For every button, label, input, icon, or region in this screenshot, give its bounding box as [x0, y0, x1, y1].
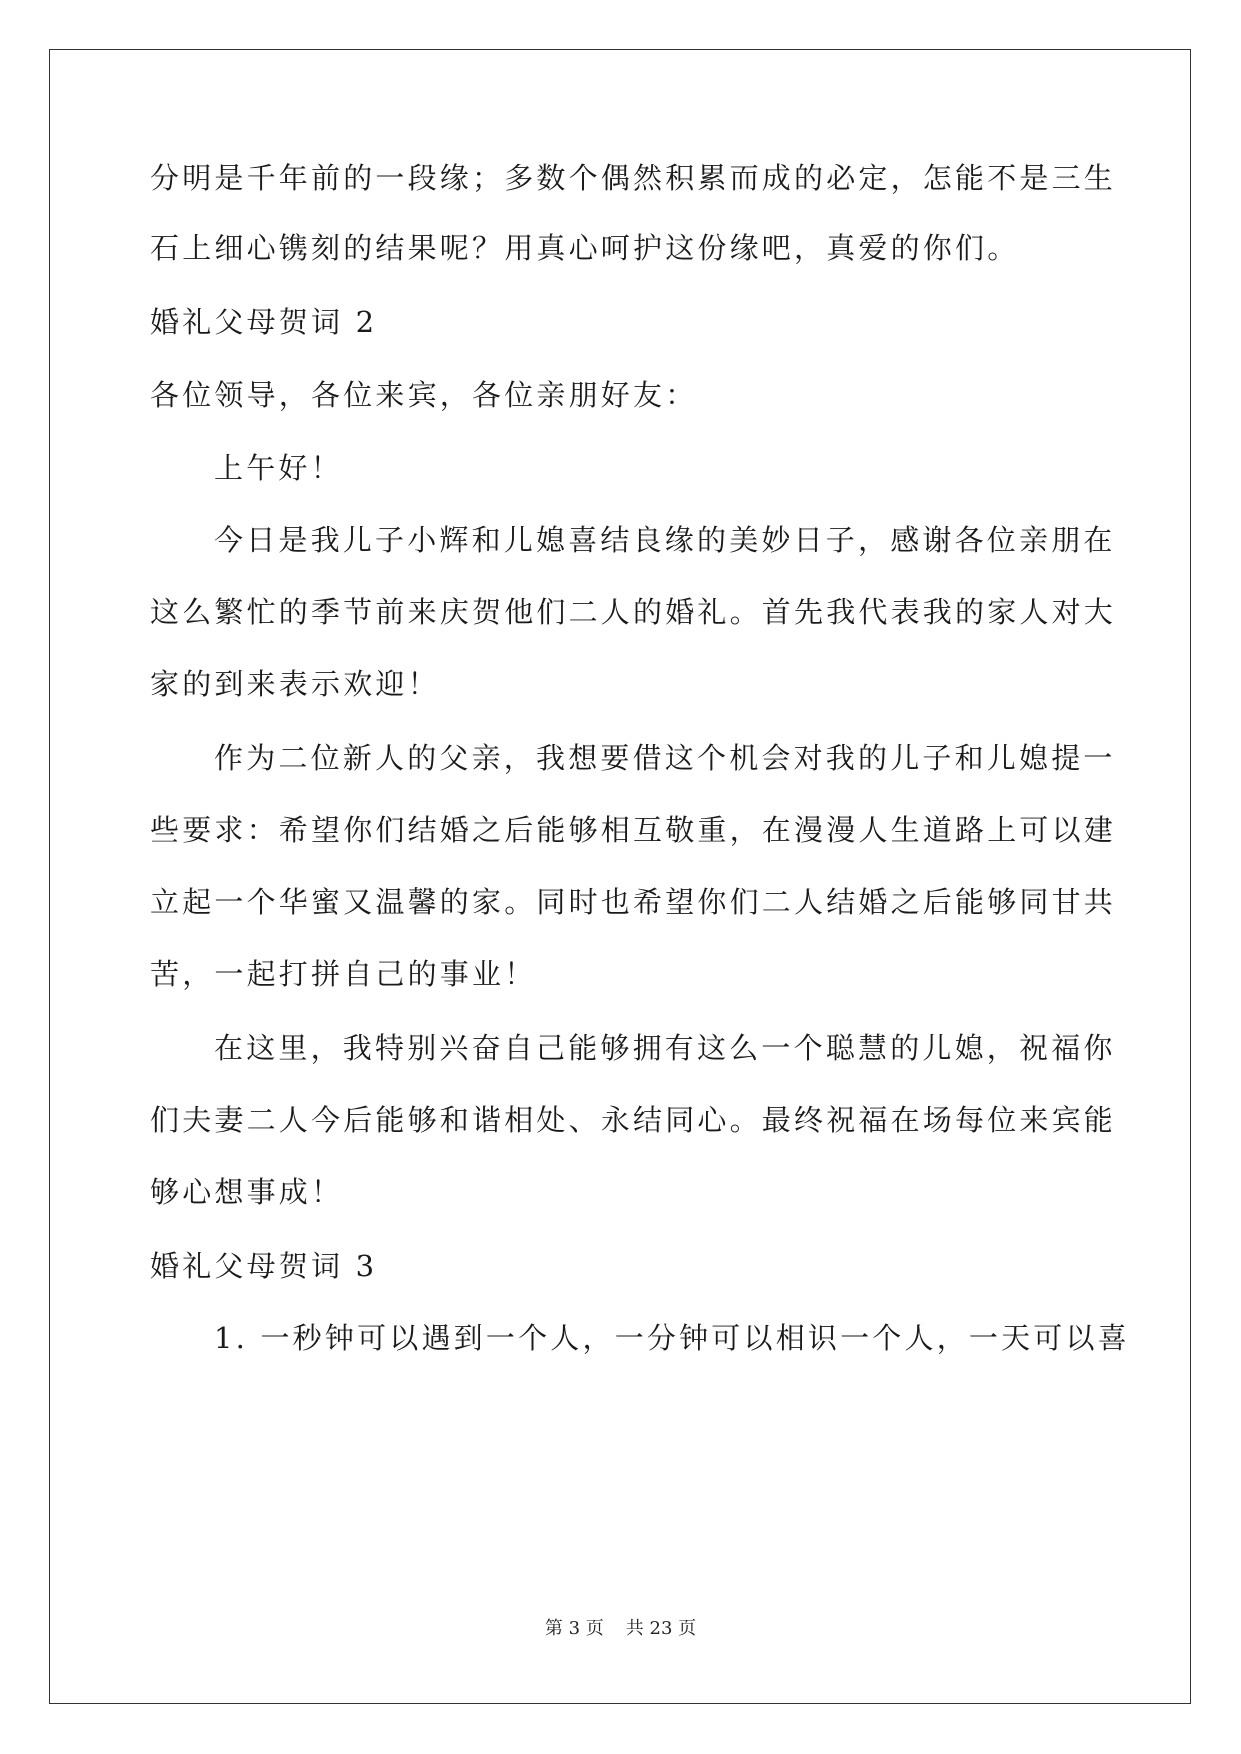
page-number: 第 3 页: [544, 1618, 604, 1639]
salutation: 各位领导，各位来宾，各位亲朋好友：: [150, 378, 698, 412]
body-text-line: 作为二位新人的父亲，我想要借这个机会对我的儿子和儿媳提一: [214, 741, 1116, 775]
body-text-line: 立起一个华蜜又温馨的家。同时也希望你们二人结婚之后能够同甘共: [150, 885, 1117, 919]
body-text-line: 家的到来表示欢迎！: [150, 667, 440, 701]
page-footer: [0, 1617, 1241, 1641]
body-text-line: 些要求：希望你们结婚之后能够相互敬重，在漫漫人生道路上可以建: [150, 813, 1117, 847]
body-text-line: 分明是千年前的一段缘；多数个偶然积累而成的必定，怎能不是三生: [150, 161, 1117, 195]
body-text-line: 苦，一起打拼自己的事业！: [150, 957, 537, 991]
list-item: 1. 一秒钟可以遇到一个人，一分钟可以相识一个人，一天可以喜: [214, 1321, 1130, 1355]
body-text-line: 今日是我儿子小辉和儿媳喜结良缘的美妙日子，感谢各位亲朋在: [214, 523, 1116, 557]
body-text-line: 在这里，我特别兴奋自己能够拥有这么一个聪慧的儿媳，祝福你: [214, 1031, 1116, 1065]
greeting: 上午好！: [214, 451, 343, 485]
section-heading: 婚礼父母贺词 3: [150, 1249, 378, 1283]
section-heading: 婚礼父母贺词 2: [150, 305, 378, 339]
body-text-line: 石上细心镌刻的结果呢？用真心呵护这份缘吧，真爱的你们。: [150, 231, 1020, 265]
page-border: [49, 49, 1191, 1704]
page-total: 共 23 页: [625, 1618, 697, 1639]
body-text-line: 们夫妻二人今后能够和谐相处、永结同心。最终祝福在场每位来宾能: [150, 1103, 1117, 1137]
body-text-line: 够心想事成！: [150, 1175, 344, 1209]
body-text-line: 这么繁忙的季节前来庆贺他们二人的婚礼。首先我代表我的家人对大: [150, 595, 1117, 629]
